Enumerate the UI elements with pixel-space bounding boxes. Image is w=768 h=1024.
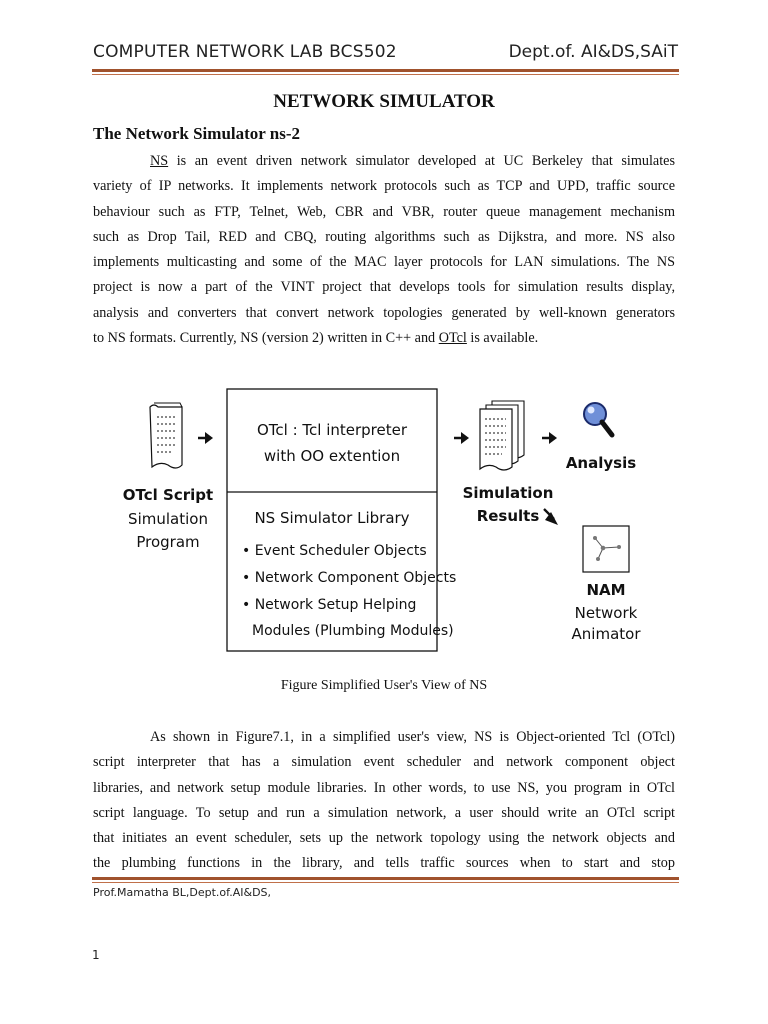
interpreter-label-1: OTcl : Tcl interpreter — [256, 421, 408, 439]
para2-line: libraries, and network setup module libraries. In other words, to use NS, you program in OTcl — [93, 779, 675, 796]
arrow-right-icon — [454, 432, 469, 444]
para2-line: that initiates an event scheduler, sets up the network topology using the network objects and — [93, 830, 675, 847]
nam-label-1: NAM — [586, 581, 626, 599]
library-item: Modules (Plumbing Modules) — [252, 623, 454, 639]
para2-line: script language. To setup and run a simulation network, a user should write an OTcl script — [93, 804, 675, 821]
body-paragraph — [93, 725, 675, 877]
intro-paragraph — [93, 149, 675, 351]
nam-label-2: Network — [574, 604, 638, 622]
results-label-1: Simulation — [462, 484, 554, 502]
nam-label-3: Animator — [571, 625, 641, 643]
library-item: • Network Setup Helping — [242, 597, 417, 613]
script-label-2: Simulation — [128, 510, 208, 528]
ns-user-view-diagram — [120, 385, 660, 657]
nam-icon — [583, 526, 629, 572]
library-item: • Event Scheduler Objects — [242, 543, 427, 559]
page-footer: Prof.Mamatha BL,Dept.of.AI&DS, — [93, 886, 272, 899]
script-label-3: Program — [136, 533, 200, 551]
para1-line: behaviour such as FTP, Telnet, Web, CBR and VBR, router queue management mechanism — [93, 203, 675, 220]
arrow-down-right-icon — [544, 509, 558, 525]
para1-line: NS is an event driven network simulator developed at UC Berkeley that simulates — [150, 153, 675, 169]
header-course: COMPUTER NETWORK LAB BCS502 — [93, 42, 397, 62]
page-number: 1 — [92, 948, 100, 962]
para1-line: project is now a part of the VINT project that develops tools for simulation results display, — [93, 279, 675, 296]
analysis-label: Analysis — [565, 454, 637, 472]
para2-line: the plumbing functions in the library, and tells traffic sources when to start and stop — [93, 855, 675, 872]
results-label-2: Results — [476, 507, 540, 525]
results-document-icon — [480, 401, 524, 470]
arrow-right-icon — [198, 432, 213, 444]
header-rule — [92, 69, 679, 72]
library-item: • Network Component Objects — [242, 570, 457, 586]
otcl-link: OTcl — [438, 330, 467, 347]
para2-line: script interpreter that has a simulation event scheduler and network component object — [93, 754, 675, 771]
para1-line: such as Drop Tail, RED and CBQ, routing algorithms such as Dijkstra, and more. NS also — [93, 228, 675, 245]
section-heading: The Network Simulator ns-2 — [93, 124, 300, 143]
interpreter-label-2: with OO extention — [263, 447, 401, 465]
header-dept: Dept.of. AI&DS,SAiT — [508, 42, 678, 62]
magnifier-icon — [584, 403, 612, 435]
para1-line: implements multicasting and some of the MAC layer protocols for LAN simulations. The NS — [93, 254, 675, 271]
para1-line: to NS formats. Currently, NS (version 2) written in C++ and OTcl is available. — [93, 330, 539, 347]
page-title: NETWORK SIMULATOR — [273, 91, 495, 112]
script-document-icon — [150, 403, 182, 468]
page-header — [93, 42, 678, 66]
para2-line: As shown in Figure7.1, in a simplified user's view, NS is Object-oriented Tcl (OTcl) — [150, 729, 675, 745]
script-label-1: OTcl Script — [122, 486, 214, 504]
para1-line: analysis and converters that convert network topologies generated by well-known generators — [93, 304, 675, 321]
para1-line: variety of IP networks. It implements network protocols such as TCP and UPD, traffic source — [93, 178, 675, 195]
ns-link: NS — [150, 153, 169, 169]
footer-rule — [92, 877, 679, 880]
library-title: NS Simulator Library — [254, 509, 410, 527]
figure-caption: Figure Simplified User's View of NS — [280, 678, 488, 693]
arrow-right-icon — [542, 432, 557, 444]
